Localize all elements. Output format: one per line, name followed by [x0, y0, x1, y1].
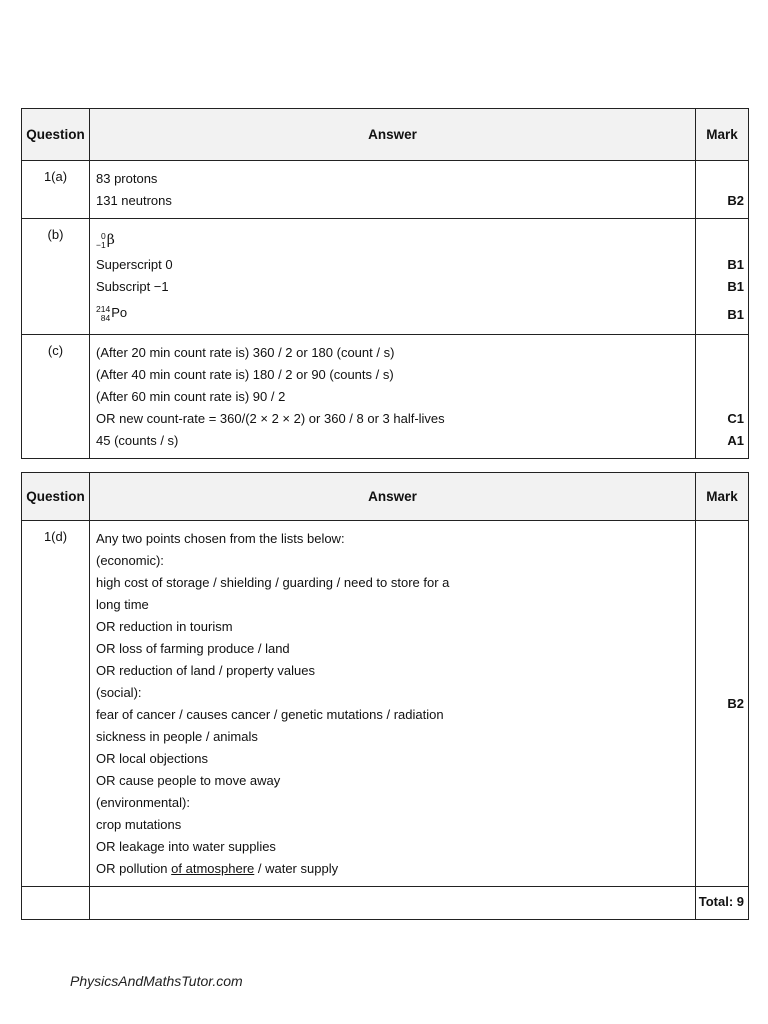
answer-line: (social):: [96, 685, 142, 700]
answer-line: (After 60 min count rate is) 90 / 2: [96, 389, 286, 404]
po-subscript: 84: [100, 312, 111, 323]
mark-cell: [696, 161, 749, 219]
mark-value: B2: [727, 193, 744, 208]
answer-line: OR local objections: [96, 751, 208, 766]
answer-line: crop mutations: [96, 817, 182, 832]
answer-line: OR leakage into water supplies: [96, 839, 276, 854]
answer-line-last: [96, 858, 691, 880]
answer-line: Any two points chosen from the lists below:: [96, 531, 345, 546]
question-number: 1(a): [22, 161, 90, 219]
header-answer: Answer: [90, 109, 696, 161]
mark-value: [702, 168, 744, 190]
beta-symbol: β: [106, 232, 115, 248]
po-superscript: 214: [96, 303, 111, 314]
answer-cell: [90, 335, 696, 459]
answer-line: long time: [96, 597, 149, 612]
mark-scheme-table-2: [21, 472, 749, 920]
answer-line: high cost of storage / shielding / guarding / need to store for a: [96, 575, 450, 590]
table-header-row: [22, 473, 749, 521]
header-question: Question: [22, 473, 90, 521]
table-header-row: [22, 109, 749, 161]
answer-line: fear of cancer / causes cancer / genetic mutations / radiation: [96, 707, 444, 722]
pollution-prefix: OR pollution: [96, 861, 172, 876]
mark-value: A1: [727, 433, 744, 448]
answer-line: sickness in people / animals: [96, 729, 258, 744]
mark-cell: [696, 521, 749, 887]
table-row: [22, 219, 749, 335]
mark-cell: [696, 335, 749, 459]
beta-notation: [96, 226, 691, 254]
mark-value: C1: [727, 411, 744, 426]
underlined-phrase: of atmosphere: [171, 861, 255, 876]
mark-value: [702, 386, 744, 408]
total-marks: Total: 9: [696, 887, 749, 920]
mark-value: B1: [727, 279, 744, 294]
po-symbol: Po: [111, 305, 128, 320]
answer-line: 83 protons: [96, 171, 158, 186]
header-mark: Mark: [696, 109, 749, 161]
answer-line: (environmental):: [96, 795, 190, 810]
table-row: [22, 335, 749, 459]
header-question: Question: [22, 109, 90, 161]
answer-line: OR reduction of land / property values: [96, 663, 315, 678]
empty-cell: [22, 887, 90, 920]
mark-value: [702, 364, 744, 386]
table-row: [22, 521, 749, 887]
question-number: (b): [22, 219, 90, 335]
header-answer: Answer: [90, 473, 696, 521]
answer-line: OR loss of farming produce / land: [96, 641, 290, 656]
mark-value: [702, 226, 744, 254]
answer-line: Subscript −1: [96, 279, 169, 294]
mark-value: B1: [727, 307, 744, 322]
empty-cell: [90, 887, 696, 920]
mark-value: [702, 342, 744, 364]
answer-line: 131 neutrons: [96, 193, 172, 208]
header-mark: Mark: [696, 473, 749, 521]
beta-subscript: −1: [96, 239, 106, 250]
answer-line: (After 40 min count rate is) 180 / 2 or 90 (counts / s): [96, 367, 394, 382]
answer-line: (After 20 min count rate is) 360 / 2 or 180 (count / s): [96, 345, 395, 360]
beta-superscript: 0: [100, 230, 106, 241]
mark-scheme-table-1: [21, 108, 749, 459]
answer-line: (economic):: [96, 553, 164, 568]
polonium-notation: [96, 298, 691, 328]
total-row: [22, 887, 749, 920]
pollution-suffix: / water supply: [254, 861, 339, 876]
answer-cell: [90, 219, 696, 335]
answer-line: 45 (counts / s): [96, 433, 179, 448]
answer-line: OR new count-rate = 360/(2 × 2 × 2) or 360 / 8 or 3 half-lives: [96, 411, 445, 426]
answer-cell: [90, 521, 696, 887]
answer-line: Superscript 0: [96, 257, 173, 272]
question-number: 1(d): [22, 521, 90, 887]
mark-value: B2: [727, 695, 744, 711]
mark-cell: [696, 219, 749, 335]
question-number: (c): [22, 335, 90, 459]
mark-value: B1: [727, 257, 744, 272]
answer-line: OR reduction in tourism: [96, 619, 233, 634]
answer-line: OR cause people to move away: [96, 773, 281, 788]
table-row: [22, 161, 749, 219]
footer-website: PhysicsAndMathsTutor.com: [70, 973, 243, 989]
answer-cell: [90, 161, 696, 219]
